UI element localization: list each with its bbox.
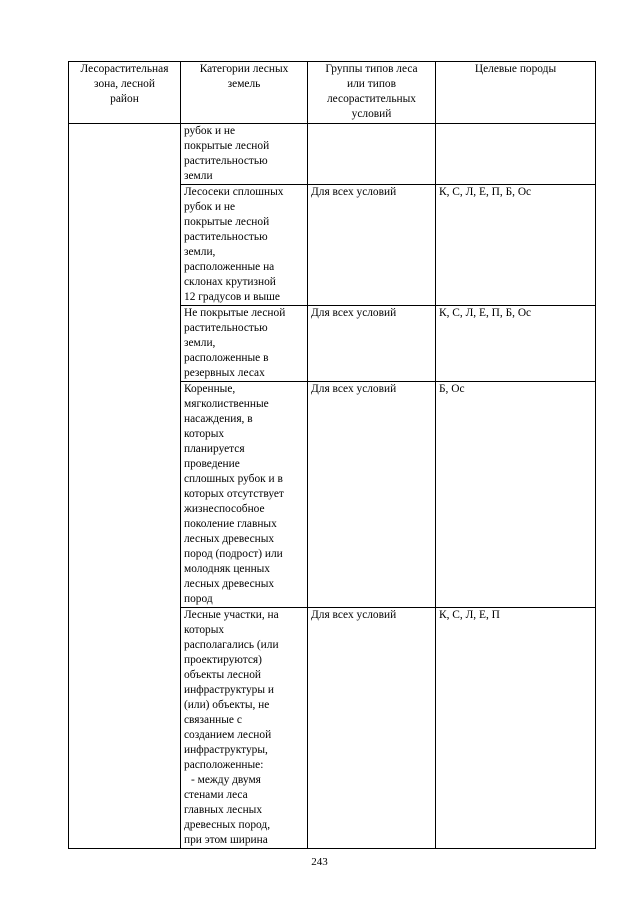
category-line: проектируются) [184,654,262,666]
species-cell: Б, Ос [436,382,596,608]
group-cell [308,124,436,185]
header-group-line: или типов [347,78,396,90]
category-line: Не покрытые лесной [184,307,286,319]
zone-cell [69,124,181,849]
category-line: лесных древесных [184,578,275,590]
category-line: 12 градусов и выше [184,291,280,303]
header-group-line: лесорастительных [326,93,416,105]
category-line: расположенные: [184,759,264,771]
category-line: связанные с [184,714,242,726]
group-cell: Для всех условий [308,382,436,608]
category-line: объекты лесной [184,669,261,681]
category-line: жизнеспособное [184,503,265,515]
category-line: земли, [184,246,216,258]
category-line: располагались (или [184,639,279,651]
category-line: созданием лесной [184,729,272,741]
category-line: при этом ширина [184,834,268,846]
header-group-line: Группы типов леса [325,63,418,75]
category-line: молодняк ценных [184,563,271,575]
category-cell [181,608,308,849]
category-line: расположенные на [184,261,275,273]
category-line: покрытые лесной [184,140,270,152]
category-line: планируется [184,443,245,455]
category-line: рубок и не [184,201,236,213]
category-line: Коренные, [184,383,236,395]
category-line: мягколиственные [184,398,269,410]
category-line: рубок и не [184,125,236,137]
category-line: покрытые лесной [184,216,270,228]
header-zone [69,62,181,124]
category-line: растительностью [184,231,268,243]
category-line: стенами леса [184,789,248,801]
group-cell: Для всех условий [308,306,436,382]
category-line: расположенные в [184,352,269,364]
category-line: лесных древесных [184,533,275,545]
header-category-line: земель [227,78,261,90]
table-row [69,124,596,185]
species-table [68,61,596,849]
group-cell: Для всех условий [308,608,436,849]
header-species [436,62,596,124]
category-line: инфраструктуры, [184,744,268,756]
category-line: древесных пород, [184,819,271,831]
header-species-line: Целевые породы [474,63,557,75]
species-cell: К, С, Л, Е, П, Б, Ос [436,306,596,382]
category-line: которых отсутствует [184,488,284,500]
page-number: 243 [311,856,328,868]
category-line: растительностью [184,155,268,167]
category-line: земли [184,170,213,182]
category-line: склонах крутизной [184,276,276,288]
category-cell [181,185,308,306]
category-line: резервных лесах [184,367,265,379]
header-category [181,62,308,124]
header-category-line: Категории лесных [199,63,289,75]
category-line: насаждения, в [184,413,253,425]
category-line: которых [184,428,225,440]
category-line: земли, [184,337,216,349]
category-line: - между двумя [191,774,261,786]
category-line: поколение главных [184,518,277,530]
category-line: главных лесных [184,804,263,816]
species-cell: К, С, Л, Е, П [436,608,596,849]
category-line: Лесосеки сплошных [184,186,284,198]
category-cell [181,306,308,382]
category-line: проведение [184,458,240,470]
group-cell: Для всех условий [308,185,436,306]
header-zone-line: зона, лесной [94,78,155,90]
category-line: растительностью [184,322,268,334]
header-zone-line: Лесорастительная [80,63,169,75]
header-zone-line: район [110,93,139,105]
category-line: (или) объекты, не [184,699,270,711]
header-group [308,62,436,124]
category-line: инфраструктуры и [184,684,274,696]
category-line: Лесные участки, на [184,609,279,621]
category-cell [181,382,308,608]
species-cell: К, С, Л, Е, П, Б, Ос [436,185,596,306]
category-line: пород (подрост) или [184,548,283,560]
table-header-row [69,62,596,124]
species-cell [436,124,596,185]
category-cell [181,124,308,185]
category-line: пород [184,593,213,605]
category-line: которых [184,624,225,636]
header-group-line: условий [351,108,392,120]
category-line: сплошных рубок и в [184,473,283,485]
